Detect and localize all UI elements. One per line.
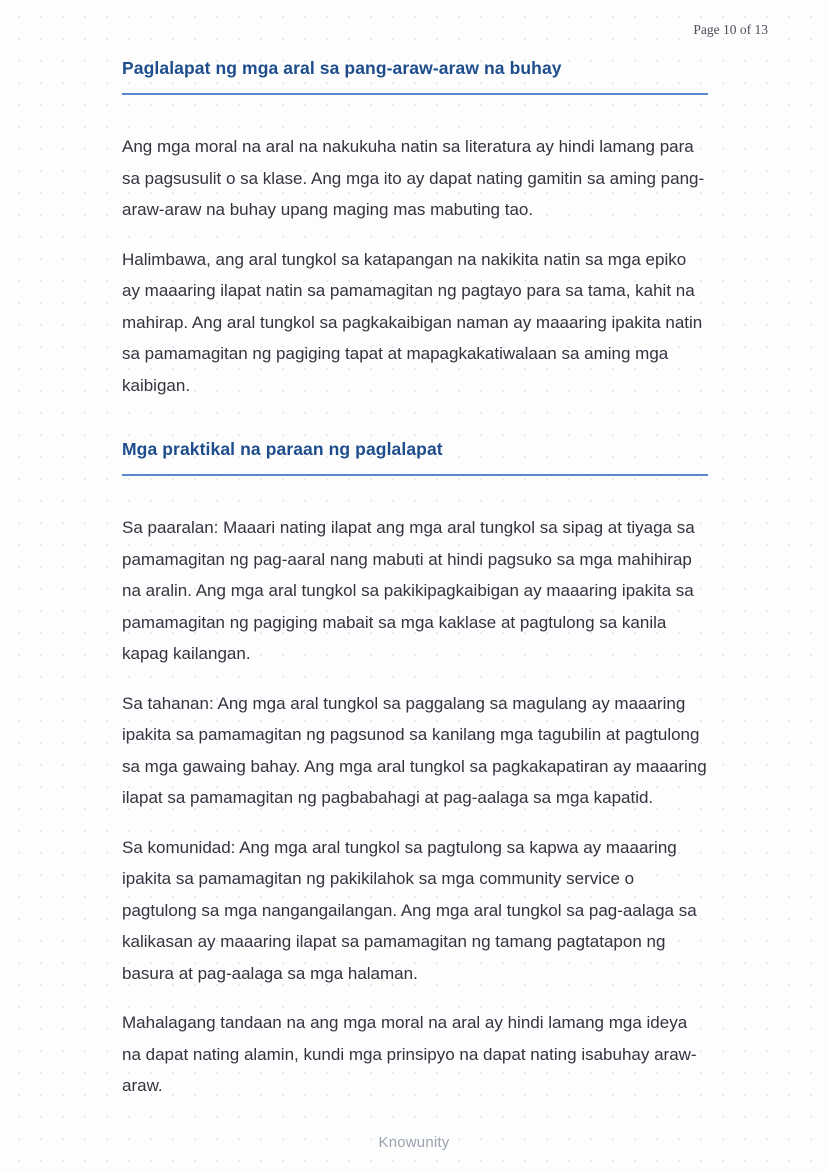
document-content — [122, 58, 708, 1120]
paragraph: Sa tahanan: Ang mga aral tungkol sa paggalang sa magulang ay maaaring ipakita sa pamamagitan ng pagsunod sa kanilang mga tagubilin at pagtulong sa mga gawaing bahay. Ang mga aral tungkol sa pagkakapatiran ay maaaring ilapat sa pamamagitan ng pagbabahagi at pag-aalaga sa mga kapatid. — [122, 693, 707, 807]
paragraph: Mahalagang tandaan na ang mga moral na aral ay hindi lamang mga ideya na dapat nating alamin, kundi mga prinsipyo na dapat nating isabuhay araw-araw. — [122, 1013, 697, 1095]
page-number-indicator: Page 10 of 13 — [693, 22, 768, 37]
paragraph: Sa komunidad: Ang mga aral tungkol sa pagtulong sa kapwa ay maaaring ipakita sa pamamagitan ng pakikilahok sa mga community service o pagtulong sa mga nangangailangan. Ang mga aral tungkol sa pag-aalaga sa kalikasan ay maaaring ilapat sa pamamagitan ng tamang pagtatapon ng basura at pag-aalaga sa mga halaman. — [122, 837, 697, 983]
section-heading-paglalapat: Paglalapat ng mga aral sa pang-araw-araw na buhay — [122, 58, 708, 95]
section-heading-praktikal: Mga praktikal na paraan ng paglalapat — [122, 439, 708, 476]
footer-brand: Knowunity — [378, 1134, 450, 1151]
paragraph: Ang mga moral na aral na nakukuha natin sa literatura ay hindi lamang para sa pagsusulit o sa klase. Ang mga ito ay dapat nating gamitin sa aming pang-araw-araw na buhay upang maging mas mabuting tao. — [122, 137, 705, 219]
paragraph: Sa paaralan: Maaari nating ilapat ang mga aral tungkol sa sipag at tiyaga sa pamamagitan ng pag-aaral nang mabuti at hindi pagsuko sa mga mahihirap na aralin. Ang mga aral tungkol sa pakikipagkaibigan ay maaaring ipakita sa pamamagitan ng pagiging mabait sa mga kaklase at pagtulong sa kanila kapag kailangan. — [122, 518, 695, 663]
paragraph: Halimbawa, ang aral tungkol sa katapangan na nakikita natin sa mga epiko ay maaaring ilapat natin sa pamamagitan ng pagtayo para sa tama, kahit na mahirap. Ang aral tungkol sa pagkakaibigan naman ay maaaring ipakita natin sa pamamagitan ng pagiging tapat at mapagkakatiwalaan sa aming mga kaibigan. — [122, 249, 703, 395]
